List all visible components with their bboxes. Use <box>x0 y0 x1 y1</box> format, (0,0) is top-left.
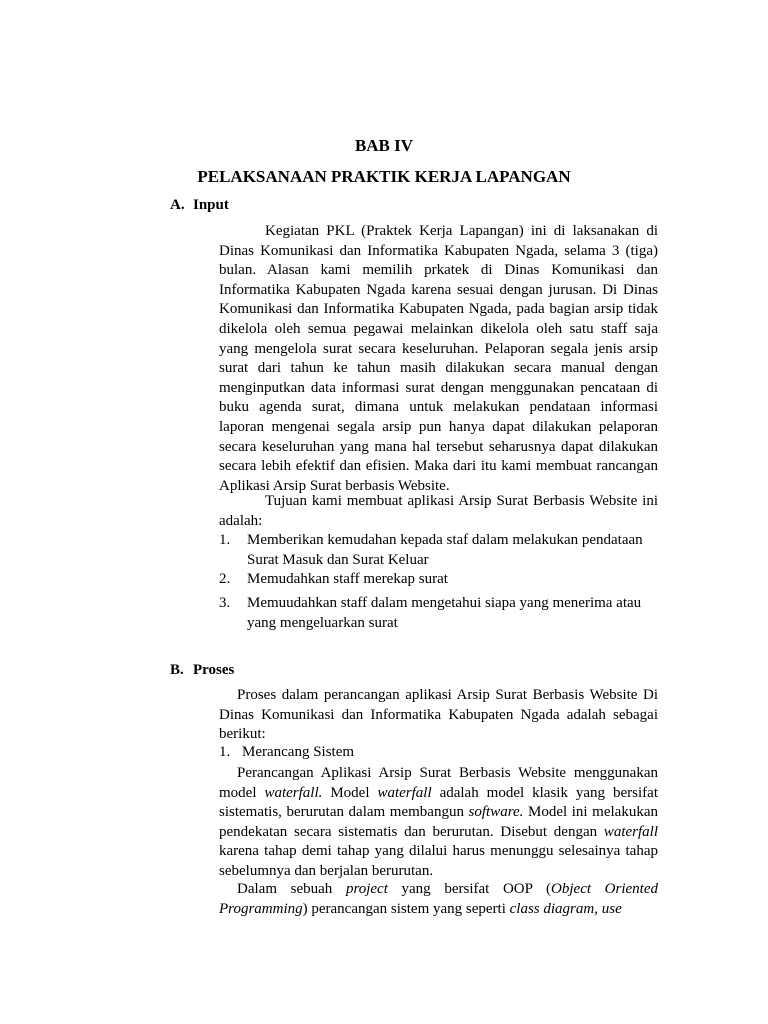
section-b-title: Proses <box>193 662 235 678</box>
list-item <box>219 570 658 590</box>
section-b-heading <box>170 662 234 679</box>
list-item-number: 3. <box>219 595 231 611</box>
list-item-text: Memudahkan staff merekap surat <box>247 571 448 587</box>
list-item-text: Memberikan kemudahan kepada staf dalam melakukan pendataan Surat Masuk dan Surat Keluar <box>247 532 643 568</box>
section-b-paragraph-1: Perancangan Aplikasi Arsip Surat Berbasis Website menggunakan model waterfall. Model waterfall adalah model klasik yang bersifat sistematis, berurutan dalam membangun software. Model ini melakukan pendekatan secara sistematis dan berurutan. Disebut dengan waterfall karena tahap demi tahap yang dilalui harus menunggu selesainya tahap sebelumnya dan berjalan berurutan. <box>219 765 658 879</box>
section-b-paragraph-2: Dalam sebuah project yang bersifat OOP (Object Oriented Programming) perancangan sistem yang seperti class diagram, use <box>219 881 658 917</box>
section-b-intro: Proses dalam perancangan aplikasi Arsip Surat Berbasis Website Di Dinas Komunikasi dan Informatika Kabupaten Ngada adalah sebagai berikut: <box>219 687 658 743</box>
goals-list <box>219 531 658 570</box>
list-item-number: 2. <box>219 571 231 587</box>
step-1-number: 1. <box>219 744 231 760</box>
list-item-text: Memuudahkan staff dalam mengetahui siapa yang menerima atau yang mengeluarkan surat <box>247 595 642 631</box>
goals-list-2 <box>219 570 658 590</box>
section-a-paragraph-1: Kegiatan PKL (Praktek Kerja Lapangan) ini di laksanakan di Dinas Komunikasi dan Informatika Kabupaten Ngada, selama 3 (tiga) bulan. Alasan kami memilih prkatek di Dinas Komunikasi dan Informatika Kabupaten Ngada karena sesuai dengan jurusan. Di Dinas Komunikasi dan Informatika Kabupaten Ngada, pada bagian arsip tidak dikelola oleh semua pegawai melainkan dikelola oleh satu staff saja yang mengelola surat secara keseluruhan. Pelaporan segala jenis arsip surat dari tahun ke tahun masih dilakukan secara manual dengan menginputkan data informasi surat dengan menggunakan pencataan di buku agenda surat, dimana untuk melakukan pendataan informasi laporan mengenai segala arsip pun hanya dapat dilakukan pelaporan secara keseluruhan yang mana hal tersebut seharusnya dapat dilakukan secara lebih efektif dan efisien. Maka dari itu kami membuat rancangan Aplikasi Arsip Surat berbasis Website. <box>219 223 658 494</box>
list-item <box>219 531 658 570</box>
goals-list-3 <box>219 594 658 633</box>
step-1-text: Merancang Sistem <box>242 744 355 760</box>
section-a-paragraph-2: Tujuan kami membuat aplikasi Arsip Surat Berbasis Website ini adalah: <box>219 493 658 529</box>
list-item <box>219 594 658 633</box>
chapter-title: PELAKSANAAN PRAKTIK KERJA LAPANGAN <box>197 167 571 186</box>
section-a-letter: A. <box>170 197 185 213</box>
section-b-letter: B. <box>170 662 184 678</box>
chapter-number: BAB IV <box>354 136 414 155</box>
section-a-heading <box>170 197 229 214</box>
section-a-title: Input <box>193 197 229 213</box>
step-1 <box>219 744 354 761</box>
list-item-number: 1. <box>219 532 231 548</box>
